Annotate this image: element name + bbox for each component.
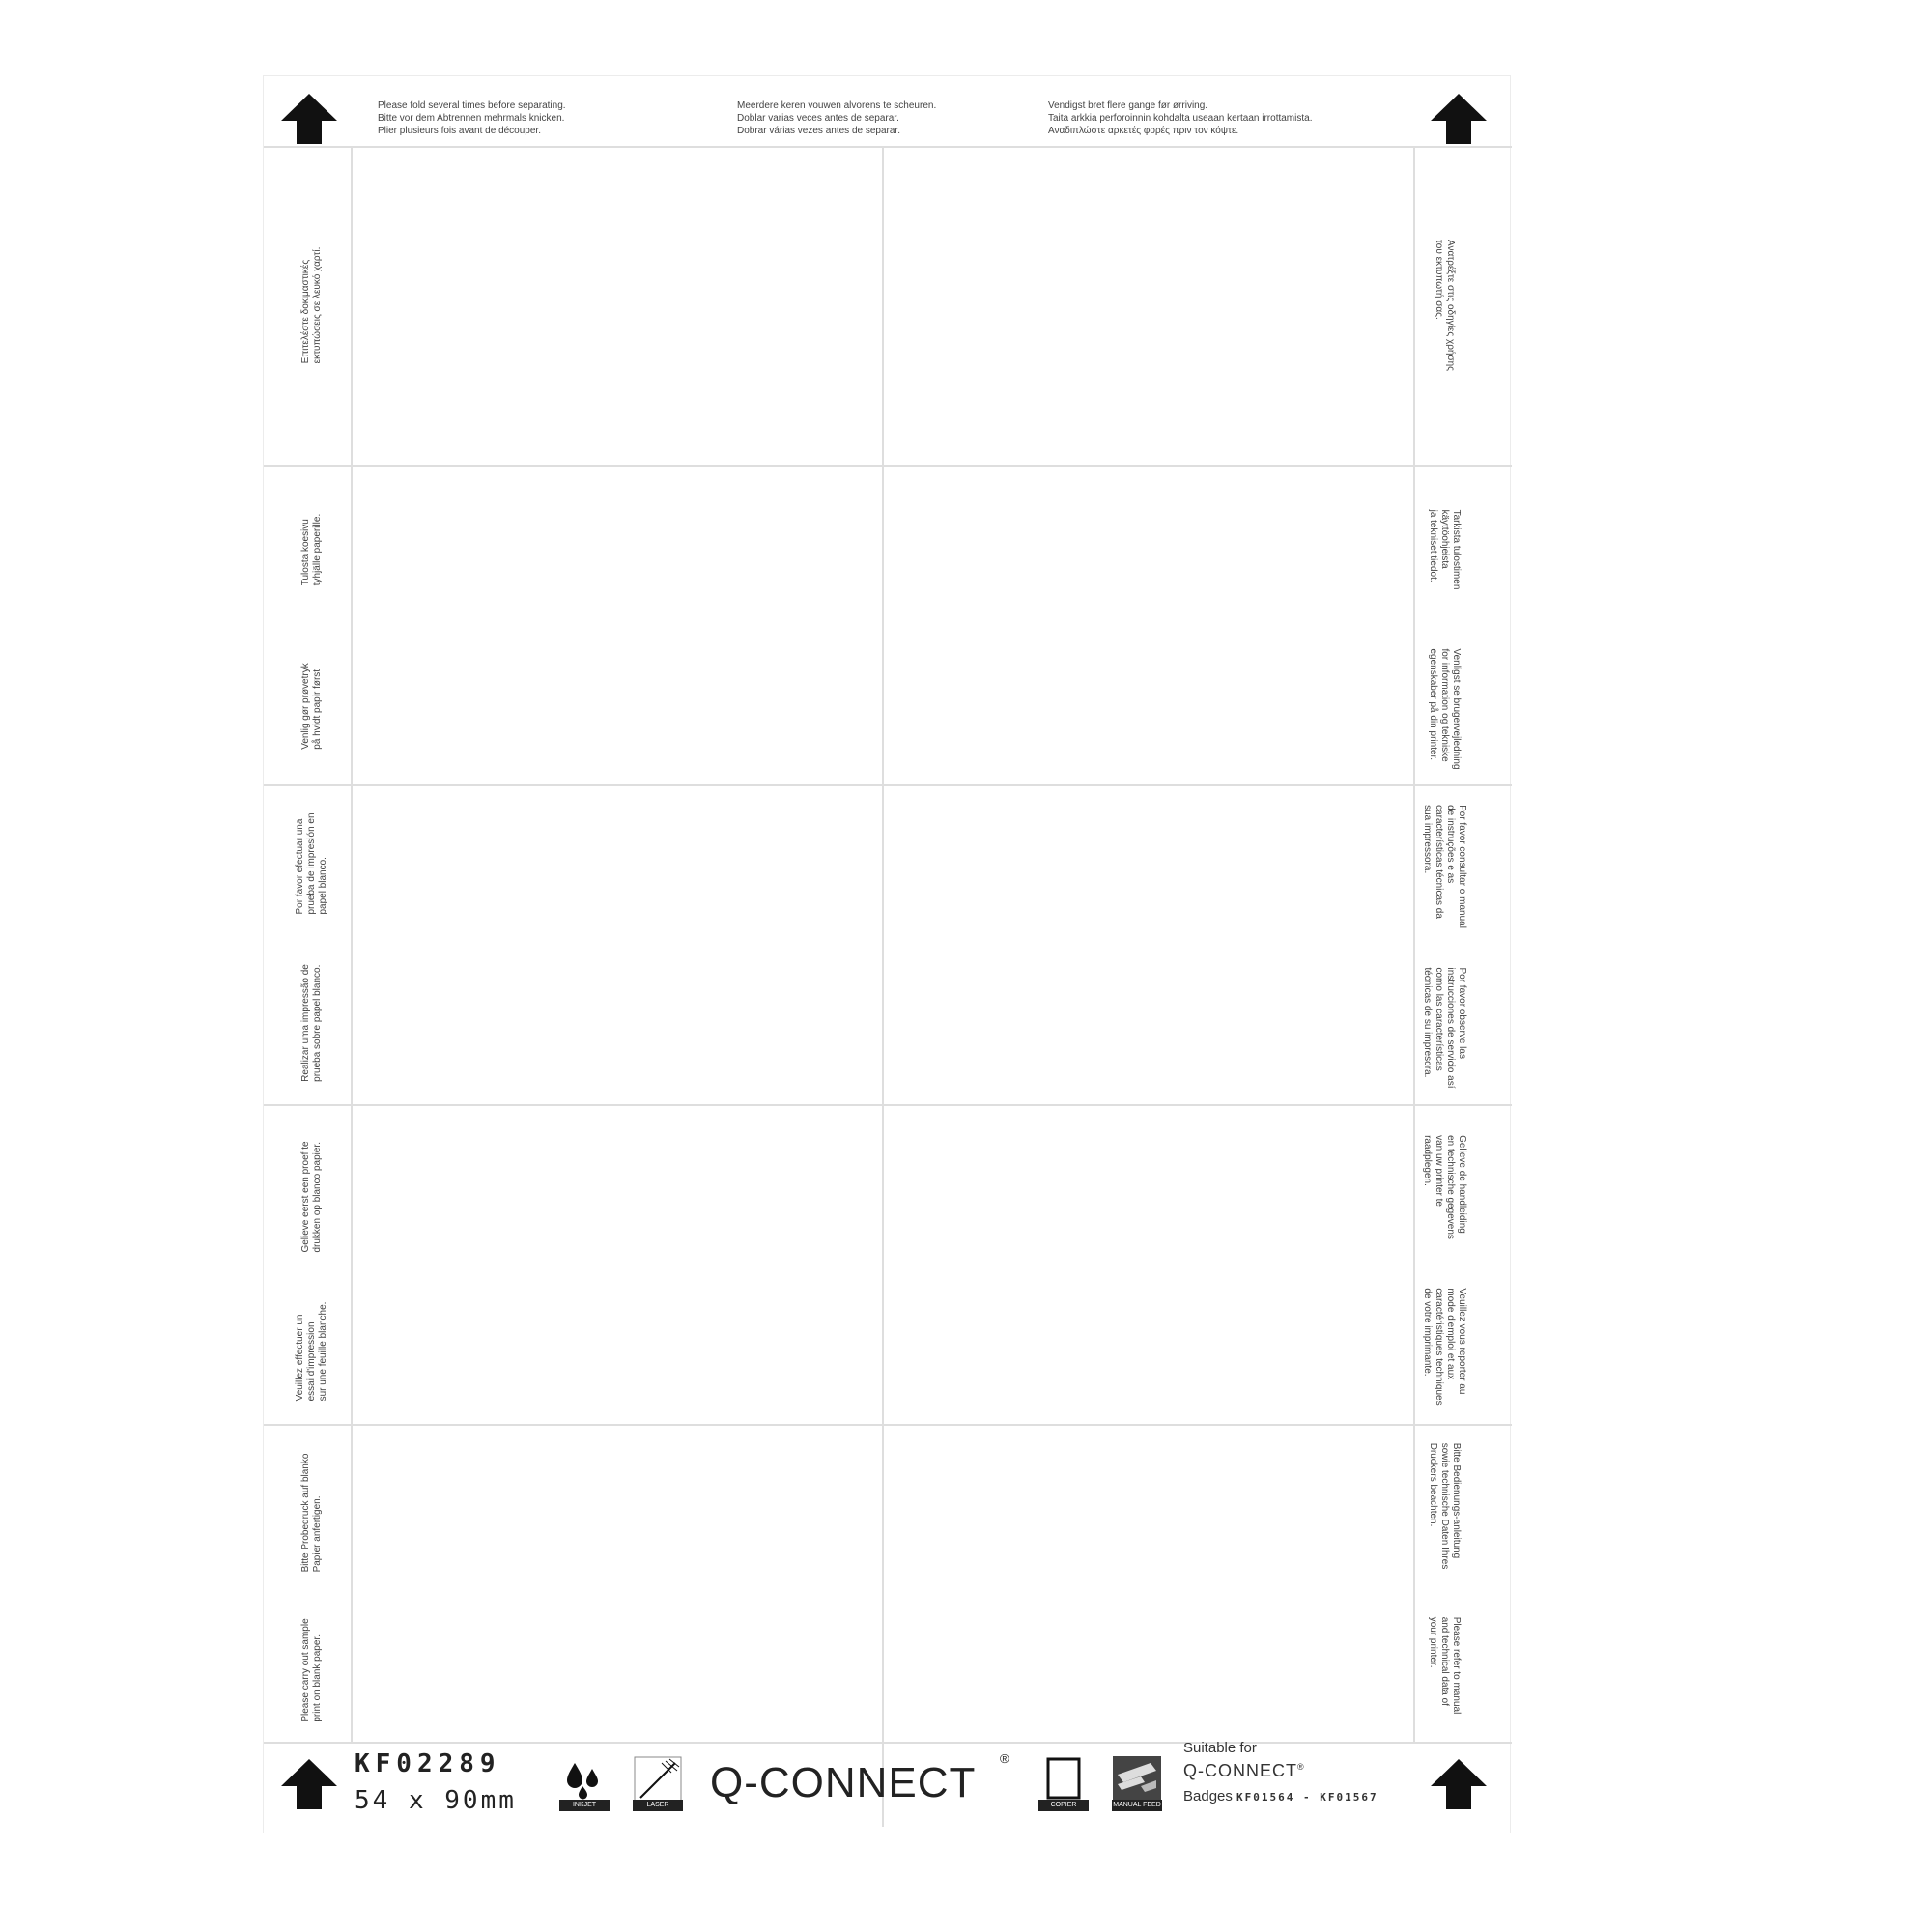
side-note-line: Please carry out sample	[300, 1618, 311, 1722]
side-note-line: instrucciones de servicio así	[1445, 967, 1456, 1089]
side-note-line: Επιτελέστε δοκιμαστικές	[300, 259, 311, 364]
arrow-up-icon	[1429, 1757, 1489, 1811]
side-note-line: for information og tekniske	[1439, 648, 1450, 762]
side-note-line: your printer.	[1428, 1616, 1438, 1668]
side-note-right	[1427, 510, 1462, 590]
brand-registered-mark: ®	[1000, 1751, 1009, 1766]
side-note-line: Please refer to manual	[1451, 1616, 1462, 1715]
side-note-line: Tarkista tulostimen	[1451, 509, 1462, 590]
badges-codes: KF01564 - KF01567	[1236, 1791, 1378, 1804]
side-note-line: mode d'emploi et aux	[1445, 1288, 1456, 1380]
header-line: Taita arkkia perforoinnin kohdalta useaan kertaan irrottamista.	[1048, 113, 1313, 124]
side-note-line: Bitte Bedienungs-anleitung	[1451, 1442, 1462, 1559]
side-note-line: Papier anfertigen.	[312, 1495, 323, 1573]
side-note-line: Bitte Probedruck auf blanko	[300, 1453, 311, 1573]
side-note-right	[1427, 1617, 1462, 1715]
label-sheet	[263, 75, 1511, 1833]
side-note-right	[1421, 1288, 1467, 1405]
side-note-left	[300, 1141, 324, 1252]
side-note-line: Gelieve eerst een proef te	[300, 1141, 311, 1253]
grid-line-top	[264, 146, 1512, 148]
side-note-left	[300, 247, 324, 364]
copier-icon	[1038, 1749, 1089, 1811]
side-note-line: på hvidt papir først.	[312, 667, 323, 750]
grid-line-right	[1413, 146, 1415, 1742]
inkjet-icon	[559, 1749, 610, 1811]
laser-icon	[633, 1749, 683, 1811]
side-note-line: características técnicas da	[1434, 805, 1444, 919]
side-note-line: ja tekniset tiedot.	[1428, 509, 1438, 582]
side-note-line: Druckers beachten.	[1428, 1442, 1438, 1527]
side-note-line: de instruções e as	[1445, 805, 1456, 884]
arrow-up-icon	[279, 92, 339, 146]
side-note-line: Ανατρέξτε στις οδηγίες χρήσης	[1445, 240, 1456, 371]
side-note-line: Realizar uma impressão de	[300, 964, 311, 1082]
side-note-left	[300, 514, 324, 586]
compatible-badges	[1183, 1788, 1378, 1804]
side-note-line: and technical data of	[1439, 1616, 1450, 1706]
side-note-line: του εκτυπωτή σας.	[1434, 240, 1444, 320]
side-note-line: tyhjälle paperille.	[312, 513, 323, 586]
arrow-up-icon	[1429, 92, 1489, 146]
header-line: Vendigst bret flere gange før ørriving.	[1048, 100, 1208, 111]
side-note-line: van uw printer te	[1434, 1135, 1444, 1208]
suitable-brand-name: Q-CONNECT	[1183, 1761, 1297, 1780]
manual-feed-icon	[1112, 1749, 1162, 1811]
side-note-left	[300, 964, 324, 1082]
side-note-line: en technische gegevens	[1445, 1135, 1456, 1239]
header-line: Bitte vor dem Abtrennen mehrmals knicken.	[378, 113, 565, 124]
arrow-up-icon	[279, 1757, 339, 1811]
side-note-line: de votre imprimante.	[1422, 1288, 1433, 1377]
side-note-line: käyttöohjeista	[1439, 509, 1450, 569]
side-note-left	[300, 663, 324, 749]
side-note-line: Venlig gør prøvetryk	[300, 663, 311, 750]
header-text-left	[378, 99, 566, 137]
side-note-right	[1427, 1443, 1462, 1570]
grid-line-center	[882, 146, 884, 1827]
side-note-line: print on blank paper.	[312, 1634, 323, 1722]
side-note-line: prueba de impresión en	[306, 812, 317, 915]
side-note-left	[295, 1302, 329, 1402]
header-line: Dobrar várias vezes antes de separar.	[737, 126, 900, 136]
side-note-line: sur une feuille blanche.	[318, 1301, 328, 1402]
grid-line-row-2	[264, 784, 1512, 786]
side-note-line: egenskaber på din printer.	[1428, 648, 1438, 761]
grid-line-row-4	[264, 1424, 1512, 1426]
icon-label: COPIER	[1038, 1800, 1089, 1811]
side-note-line: essai d'impression	[306, 1321, 317, 1402]
side-note-right	[1427, 648, 1462, 769]
icon-label: LASER	[633, 1800, 683, 1811]
side-note-line: como las características	[1434, 967, 1444, 1071]
suitable-brand-mark: ®	[1297, 1762, 1305, 1772]
side-note-right	[1421, 805, 1467, 928]
side-note-right	[1433, 240, 1456, 371]
side-note-line: Venligst se brugervejledning	[1451, 648, 1462, 770]
side-note-line: Por favor efectuar una	[295, 818, 305, 915]
side-note-line: prueba sobre papel blanco.	[312, 964, 323, 1082]
header-line: Αναδιπλώστε αρκετές φορές πριν τον κόψτε.	[1048, 126, 1239, 136]
side-note-line: raadplegen.	[1422, 1135, 1433, 1186]
grid-line-bottom	[264, 1742, 1512, 1744]
side-note-left	[300, 1618, 324, 1721]
side-note-line: papel blanco.	[318, 857, 328, 915]
grid-line-left	[351, 146, 353, 1742]
icon-label: MANUAL FEED	[1112, 1800, 1162, 1811]
header-line: Meerdere keren vouwen alvorens te scheuren.	[737, 100, 937, 111]
side-note-line: sua impressora.	[1422, 805, 1433, 874]
side-note-line: Por favor consultar o manual	[1457, 805, 1467, 928]
side-note-left	[300, 1454, 324, 1573]
side-note-line: drukken op blanco papier.	[312, 1142, 323, 1253]
side-note-line: técnicas de su impresora.	[1422, 967, 1433, 1078]
side-note-line: Por favor observe las	[1457, 967, 1467, 1059]
side-note-left	[295, 812, 329, 914]
grid-line-row-1	[264, 465, 1512, 467]
badges-label: Badges	[1183, 1788, 1233, 1804]
header-text-right	[1048, 99, 1312, 137]
side-note-line: εκτυπώσεις σε λευκό χαρτί.	[312, 246, 323, 364]
header-text-middle	[737, 99, 936, 137]
product-dimensions: 54 x 90mm	[355, 1786, 517, 1815]
header-line: Doblar varias veces antes de separar.	[737, 113, 899, 124]
suitable-brand	[1183, 1761, 1305, 1781]
side-note-right	[1421, 1135, 1467, 1239]
header-line: Plier plusieurs fois avant de découper.	[378, 126, 541, 136]
side-note-line: sowie technische Daten Ihres	[1439, 1442, 1450, 1570]
side-note-right	[1421, 967, 1467, 1088]
suitable-for-label: Suitable for	[1183, 1740, 1257, 1756]
product-code: KF02289	[355, 1749, 501, 1778]
brand-logo: Q-CONNECT	[710, 1759, 977, 1806]
grid-line-row-3	[264, 1104, 1512, 1106]
side-note-line: caractéristiques techniques	[1434, 1288, 1444, 1406]
side-note-line: Veuillez effectuer un	[295, 1314, 305, 1402]
side-note-line: Tulosta koesivu	[300, 519, 311, 586]
side-note-line: Gelieve de handleiding	[1457, 1135, 1467, 1234]
header-line: Please fold several times before separating.	[378, 100, 566, 111]
icon-label: INKJET	[559, 1800, 610, 1811]
side-note-line: Veuillez vous reporter au	[1457, 1288, 1467, 1395]
